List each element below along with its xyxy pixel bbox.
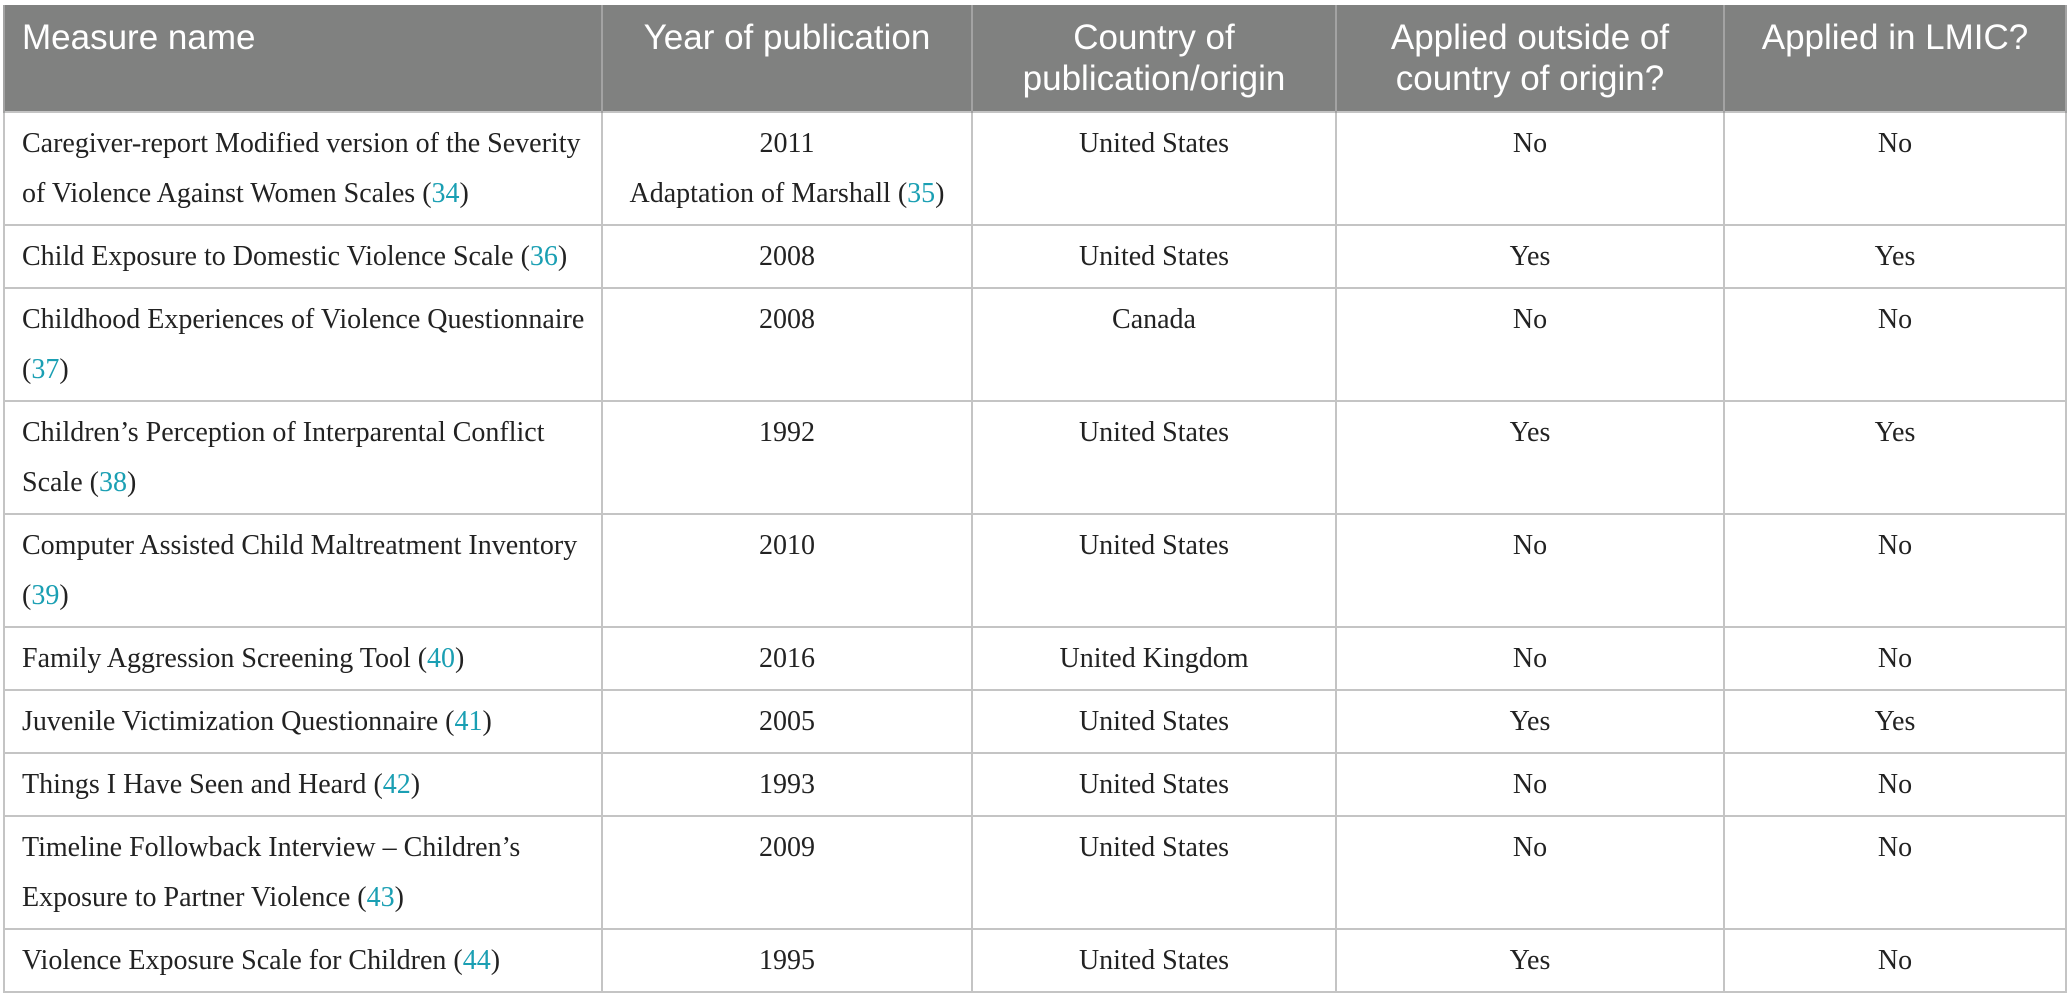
cell-applied-lmic: Yes [1724,225,2066,288]
year-value: 2005 [759,706,815,737]
table-row [4,816,2066,929]
measure-name: Violence Exposure Scale for Children [22,945,447,976]
cell-country: United States [972,225,1336,288]
reference-link[interactable]: 34 [431,178,460,209]
measures-table [3,5,2067,993]
measure-name: Juvenile Victimization Questionnaire [22,706,439,737]
cell-country: United Kingdom [972,627,1336,690]
cell-country: United States [972,112,1336,225]
header-year-of-publication: Year of publication [602,5,972,112]
cell-year [602,753,972,816]
cell-measure-name: Juvenile Victimization Questionnaire (41) [4,690,602,753]
cell-country: United States [972,753,1336,816]
table-row [4,225,2066,288]
cell-applied-outside: Yes [1336,401,1724,514]
reference-link[interactable]: 43 [366,882,395,913]
cell-country: United States [972,929,1336,992]
year-value: 1992 [759,417,815,448]
reference-link[interactable]: 37 [31,354,60,385]
year-value: 2008 [759,241,815,272]
cell-applied-outside: No [1336,112,1724,225]
year-note-text: Adaptation of Marshall [629,178,891,209]
cell-measure-name: Child Exposure to Domestic Violence Scale (36) [4,225,602,288]
table-row [4,929,2066,992]
year-note: Adaptation of Marshall (35) [629,178,945,209]
cell-applied-lmic: No [1724,929,2066,992]
year-value: 1995 [759,945,815,976]
reference-link[interactable]: 42 [382,769,411,800]
cell-applied-outside: Yes [1336,225,1724,288]
cell-applied-outside: No [1336,627,1724,690]
cell-measure-name: Children’s Perception of Interparental Conflict Scale (38) [4,401,602,514]
cell-country: United States [972,816,1336,929]
year-value: 2008 [759,304,815,335]
reference-link[interactable]: 39 [31,580,60,611]
reference-link[interactable]: 36 [529,241,558,272]
cell-measure-name: Family Aggression Screening Tool (40) [4,627,602,690]
reference-link[interactable]: 35 [907,178,936,209]
measure-name: Timeline Followback Interview – Children’s Exposure to Partner Violence [22,832,521,913]
cell-year [602,929,972,992]
header-applied-in-lmic: Applied in LMIC? [1724,5,2066,112]
cell-measure-name: Things I Have Seen and Heard (42) [4,753,602,816]
reference-link[interactable]: 44 [462,945,491,976]
cell-year [602,401,972,514]
measure-name: Family Aggression Screening Tool [22,643,411,674]
cell-country: United States [972,690,1336,753]
cell-applied-outside: No [1336,514,1724,627]
cell-applied-lmic: No [1724,112,2066,225]
reference-link[interactable]: 40 [427,643,456,674]
cell-applied-lmic: No [1724,627,2066,690]
cell-year [602,225,972,288]
cell-applied-outside: No [1336,816,1724,929]
measure-name: Child Exposure to Domestic Violence Scale [22,241,514,272]
cell-year [602,514,972,627]
cell-year [602,690,972,753]
measure-name: Computer Assisted Child Maltreatment Inventory [22,530,578,561]
cell-measure-name: Violence Exposure Scale for Children (44) [4,929,602,992]
cell-applied-lmic: Yes [1724,690,2066,753]
measure-name: Things I Have Seen and Heard [22,769,367,800]
year-value: 2011 [759,128,815,159]
cell-year [602,627,972,690]
table-body [4,112,2066,992]
table-header [4,5,2066,112]
cell-applied-outside: Yes [1336,929,1724,992]
cell-applied-lmic: No [1724,288,2066,401]
cell-year [602,816,972,929]
cell-year [602,112,972,225]
cell-applied-outside: No [1336,753,1724,816]
year-value: 2009 [759,832,815,863]
cell-applied-lmic: No [1724,753,2066,816]
cell-country: Canada [972,288,1336,401]
cell-applied-lmic: No [1724,816,2066,929]
table-row [4,690,2066,753]
cell-applied-lmic: No [1724,514,2066,627]
header-country-of-origin: Country of publication/origin [972,5,1336,112]
table-row [4,112,2066,225]
cell-measure-name: Caregiver-report Modified version of the Severity of Violence Against Women Scales (34) [4,112,602,225]
cell-applied-outside: No [1336,288,1724,401]
cell-year [602,288,972,401]
cell-applied-outside: Yes [1336,690,1724,753]
table-row [4,514,2066,627]
measure-name: Children’s Perception of Interparental Conflict Scale [22,417,545,498]
cell-applied-lmic: Yes [1724,401,2066,514]
cell-measure-name: Computer Assisted Child Maltreatment Inventory (39) [4,514,602,627]
year-value: 2016 [759,643,815,674]
year-value: 2010 [759,530,815,561]
table-row [4,627,2066,690]
cell-measure-name: Childhood Experiences of Violence Questionnaire (37) [4,288,602,401]
cell-measure-name: Timeline Followback Interview – Children’s Exposure to Partner Violence (43) [4,816,602,929]
measure-name: Caregiver-report Modified version of the Severity of Violence Against Women Scales [22,128,581,209]
table-row [4,753,2066,816]
reference-link[interactable]: 38 [98,467,127,498]
year-value: 1993 [759,769,815,800]
header-applied-outside-country: Applied outside of country of origin? [1336,5,1724,112]
table-row [4,288,2066,401]
table-row [4,401,2066,514]
cell-country: United States [972,401,1336,514]
reference-link[interactable]: 41 [454,706,483,737]
measure-name: Childhood Experiences of Violence Questionnaire [22,304,585,335]
header-measure-name: Measure name [4,5,602,112]
cell-country: United States [972,514,1336,627]
